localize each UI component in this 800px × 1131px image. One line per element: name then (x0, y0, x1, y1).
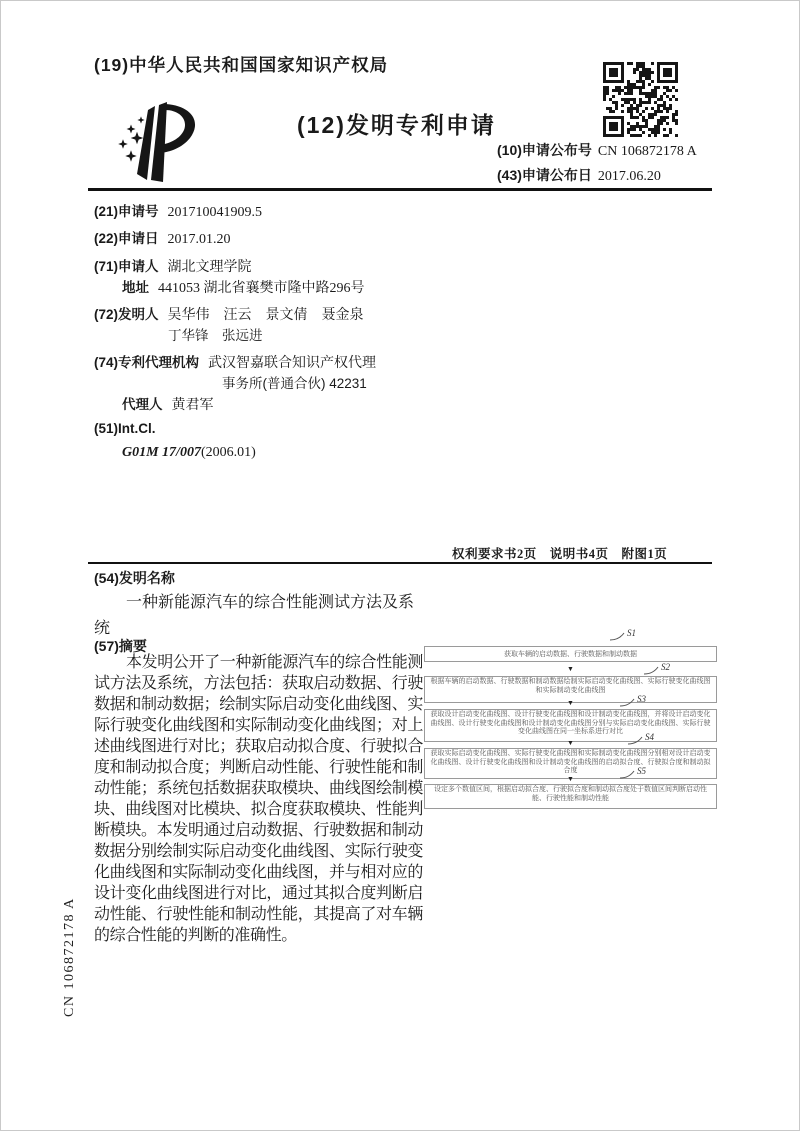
filing-date-value: 2017.01.20 (167, 232, 231, 247)
agent-label: 代理人 (122, 397, 163, 412)
agency-row (94, 351, 376, 372)
filing-date-row (94, 227, 231, 248)
agency-line1: 武汉智嘉联合知识产权代理 (208, 356, 377, 371)
application-number-row (94, 200, 262, 221)
applicant-value: 湖北文理学院 (167, 260, 252, 275)
step-label: S5 (637, 766, 646, 776)
step-label: S4 (645, 732, 654, 742)
inventors-label: (72)发明人 (94, 307, 159, 322)
pages-info: 权利要求书2页 说明书4页 附图1页 (452, 547, 668, 561)
applicant-row (94, 255, 252, 276)
step-connector (620, 698, 636, 707)
step-connector (620, 770, 636, 779)
abstract-text: 本发明公开了一种新能源汽车的综合性能测试方法及系统，方法包括：获取启动数据、行驶数据和制动数据；绘制实际启动变化曲线图、实际行驶变化曲线图和实际制动变化曲线图；对上述曲线图进行对比；获取启动拟合度、行驶拟合度和制动拟合度；判断启动性能、行驶性能和制动性能；系统包括数据获取模块、曲线图绘制模块、曲线图对比模块、拟合度获取模块、性能判断模块。本发明通过启动数据、行驶数据和制动数据分别绘制实际启动变化曲线图、实际行驶变化曲线图和实际制动变化曲线图，并与相对应的设计变化曲线图进行对比，通过其拟合度判断启动性能、行驶性能和制动性能，其提高了对车辆的综合性能的判断的准确性。 (94, 654, 423, 944)
invention-title-label: (54)发明名称 (94, 570, 175, 586)
flowchart-step-box: 根据车辆的启动数据、行驶数据和制动数据绘制实际启动变化曲线图、实际行驶变化曲线图和实际制动变化曲线图 (424, 676, 717, 703)
header-divider (88, 188, 712, 191)
step-label: S1 (627, 628, 636, 638)
abstract-label: (57)摘要 (94, 638, 147, 654)
cnipa-logo (110, 96, 210, 197)
intcl-classification (122, 443, 256, 461)
patent-office-name: (19)中华人民共和国国家知识产权局 (94, 55, 389, 75)
publication-number-label: (10)申请公布号 (497, 142, 592, 158)
agent-row (122, 393, 214, 414)
step-connector (610, 632, 626, 641)
down-arrow-icon: ▼ (567, 666, 574, 673)
intcl-row (94, 421, 156, 436)
document-type-title: (12)发明专利申请 (297, 112, 496, 138)
flowchart-step-box: 获取设计启动变化曲线图、设计行驶变化曲线图和设计制动变化曲线图，并将设计启动变化曲线图、设计行驶变化曲线图和设计制动变化曲线图分别与实际启动变化曲线图、实际行驶变化曲线图在同一坐标系进行对比 (424, 709, 717, 742)
down-arrow-icon: ▼ (567, 700, 574, 707)
publication-number-value: CN 106872178 A (597, 144, 697, 159)
application-number-value: 201710041909.5 (167, 205, 263, 220)
publication-date-value: 2017.06.20 (597, 169, 661, 184)
down-arrow-icon: ▼ (567, 740, 574, 747)
applicant-label: (71)申请人 (94, 259, 159, 274)
section-divider (88, 562, 712, 564)
side-publication-code: CN 106872178 A (62, 897, 77, 1017)
address-value: 441053 湖北省襄樊市隆中路296号 (158, 281, 365, 296)
intcl-label: (51)Int.Cl. (94, 421, 156, 436)
address-label: 地址 (122, 280, 149, 295)
step-label: S2 (661, 662, 670, 672)
step-label: S3 (637, 694, 646, 704)
flowchart-step-box: 获取车辆的启动数据、行驶数据和制动数据 (424, 646, 717, 662)
step-connector (628, 736, 644, 745)
flowchart-step-box: 设定多个数值区间，根据启动拟合度、行驶拟合度和制动拟合度处于数值区间判断启动性能、行驶性能和制动性能 (424, 784, 717, 809)
qr-code (603, 62, 678, 142)
publication-date-row (497, 165, 661, 185)
inventors-row (94, 303, 364, 324)
application-number-label: (21)申请号 (94, 204, 159, 219)
flowchart-figure (424, 628, 717, 813)
intcl-year: (2006.01) (200, 445, 256, 460)
publication-date-label: (43)申请公布日 (497, 167, 592, 183)
agent-value: 黄君军 (171, 398, 214, 413)
inventors-line1: 吴华伟 汪云 景文倩 聂金泉 (167, 308, 364, 323)
agency-label: (74)专利代理机构 (94, 355, 200, 370)
publication-number-row (497, 140, 697, 160)
down-arrow-icon: ▼ (567, 776, 574, 783)
agency-line2: 事务所(普通合伙) 42231 (222, 376, 367, 391)
address-row (122, 276, 365, 297)
cnipa-logo-icon (110, 96, 210, 192)
step-connector (644, 666, 660, 675)
inventors-line2: 丁华锋 张远进 (168, 328, 263, 343)
intcl-code: G01M 17/007 (122, 445, 201, 460)
flowchart-step-box: 获取实际启动变化曲线图、实际行驶变化曲线图和实际制动变化曲线图分别相对设计启动变化曲线图、设计行驶变化曲线图和设计制动变化曲线图的启动拟合度、行驶拟合度和制动拟合度 (424, 748, 717, 779)
filing-date-label: (22)申请日 (94, 231, 159, 246)
invention-title: 一种新能源汽车的综合性能测试方法及系统 (94, 594, 415, 637)
